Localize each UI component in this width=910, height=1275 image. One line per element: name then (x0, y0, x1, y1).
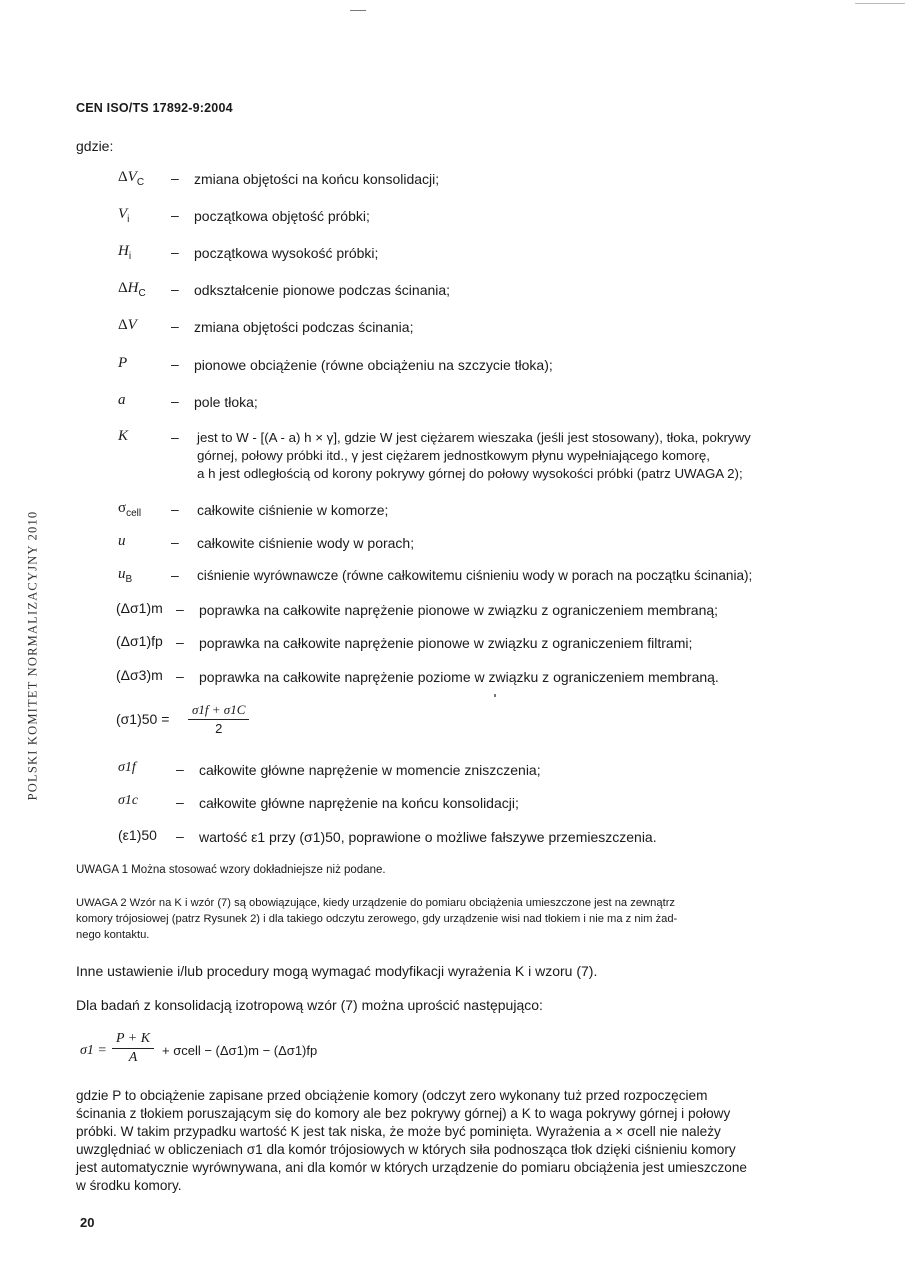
symbol: a (118, 392, 126, 408)
definition-text: ciśnienie wyrównawcze (równe całkowitemu ciśnieniu wody w porach na początku ścinania); (197, 568, 753, 583)
paragraph-line: ścinania z tłokiem poruszającym się do komory ale bez pokrywy górnej) a K to waga pokrywy górnej i połowy (76, 1106, 731, 1121)
definition-text: pole tłoka; (194, 394, 258, 410)
sidebar-watermark (18, 470, 48, 840)
paragraph-line: jest automatycznie wyrównywana, ani dla komór w których urządzenie do pomiaru obciążenia jest umieszczone (76, 1160, 747, 1175)
formula-lhs: (σ1)50 = (116, 711, 170, 727)
note-2-line: UWAGA 2 Wzór na K i wzór (7) są obowiązujące, kiedy urządzenie do pomiaru obciążenia umieszczone jest na zewnątrz (76, 897, 676, 909)
definition-text-line: a h jest odległością od korony pokrywy górnej do połowy wysokości próbki (patrz UWAGA 2); (197, 466, 743, 481)
definition-text: pionowe obciążenie (równe obciążeniu na szczycie tłoka); (194, 357, 553, 373)
definition-text: zmiana objętości na końcu konsolidacji; (194, 171, 440, 187)
symbol: P (118, 355, 128, 371)
formula-denominator: A (128, 1050, 138, 1065)
symbol: $u_B$ (118, 566, 133, 585)
definition-text: wartość ε1 przy (σ1)50, poprawione o możliwe fałszywe przemieszczenia. (199, 829, 657, 845)
definition-text-line: górnej, połowy próbki itd., γ jest ciężarem jednostkowym płynu wypełniającego komorę, (197, 448, 710, 463)
paragraph: Inne ustawienie i/lub procedury mogą wymagać modyfikacji wyrażenia K i wzoru (7). (76, 963, 598, 979)
paragraph: Dla badań z konsolidacją izotropową wzór (7) można uprościć następująco: (76, 997, 543, 1013)
note-1: UWAGA 1 Można stosować wzory dokładniejsze niż podane. (76, 864, 386, 876)
symbol: ΔV (118, 317, 137, 333)
symbol: σ1f (118, 760, 136, 775)
definition-text: poprawka na całkowite naprężenie poziome w związku z ograniczeniem membraną. (199, 669, 719, 685)
definition-text: poprawka na całkowite naprężenie pionowe w związku z ograniczeniem membraną; (199, 602, 719, 618)
note-2-line: komory trójosiowej (patrz Rysunek 2) i dla takiego odczytu zerowego, gdy urządzenie wisi nad tłokiem i nie ma z nim żad- (76, 913, 678, 925)
symbol: $\sigma_{cell}$ (118, 500, 142, 519)
definition-text: zmiana objętości podczas ścinania; (194, 319, 414, 335)
symbol: $\Delta V_C$ (118, 169, 145, 188)
document-header: CEN ISO/TS 17892-9:2004 (76, 101, 233, 115)
page-number: 20 (80, 1215, 95, 1230)
formula-numerator: P + K (112, 1031, 154, 1049)
scan-speck (350, 10, 366, 11)
paragraph-line: próbki. W takim przypadku wartość K jest tak niska, że może być pominięta. Wyrażenia a × σcell nie należy (76, 1124, 721, 1139)
symbol: (Δσ1)m (116, 600, 163, 616)
formula-fraction (188, 702, 249, 736)
symbol: (Δσ3)m (116, 667, 163, 683)
formula-fraction (112, 1031, 154, 1066)
definition-text: całkowite główne naprężenie na końcu konsolidacji; (199, 795, 519, 811)
paragraph-line: gdzie P to obciążenie zapisane przed obciążenie komory (odczyt zero wykonany tuż przed rozpoczęciem (76, 1088, 708, 1103)
note-2-line: nego kontaktu. (76, 929, 150, 941)
definition-text-line: jest to W - [(A - a) h × γ], gdzie W jest ciężarem wieszaka (jeśli jest stosowany), tłoka, pokrywy (197, 430, 751, 445)
intro-label: gdzie: (76, 138, 114, 154)
symbol: u (118, 533, 126, 549)
symbol: K (118, 428, 129, 444)
definition-text: odkształcenie pionowe podczas ścinania; (194, 282, 451, 298)
definition-text: poprawka na całkowite naprężenie pionowe w związku z ograniczeniem filtrami; (199, 635, 693, 651)
paragraph-line: uwzględniać w obliczeniach σ1 dla komór trójosiowych w których siła podnosząca tłok dzięki ciśnieniu komory (76, 1142, 736, 1157)
definition-text: całkowite ciśnienie wody w porach; (197, 535, 415, 551)
formula-rest: + σcell − (Δσ1)m − (Δσ1)fp (162, 1043, 318, 1058)
sidebar-watermark-text: POLSKI KOMITET NORMALIZACYJNY 2010 (25, 510, 40, 800)
symbol: (Δσ1)fp (116, 633, 163, 649)
scan-speck (855, 3, 905, 4)
symbol: $\Delta H_C$ (118, 280, 146, 299)
definition-text: całkowite główne naprężenie w momencie zniszczenia; (199, 762, 541, 778)
definition-text: początkowa wysokość próbki; (194, 245, 379, 261)
symbol: $V_i$ (118, 206, 130, 225)
symbol: σ1c (118, 793, 139, 808)
symbol: $H_i$ (118, 243, 132, 262)
definition-text: całkowite ciśnienie w komorze; (197, 502, 389, 518)
scan-speck (494, 694, 496, 697)
formula-lhs: σ1 = (80, 1043, 107, 1058)
definition-text: początkowa objętość próbki; (194, 208, 370, 224)
symbol: (ε1)50 (118, 827, 157, 843)
formula-denominator: 2 (215, 721, 223, 736)
formula-numerator: σ1f + σ1C (188, 702, 249, 720)
paragraph-line: w środku komory. (76, 1178, 182, 1193)
